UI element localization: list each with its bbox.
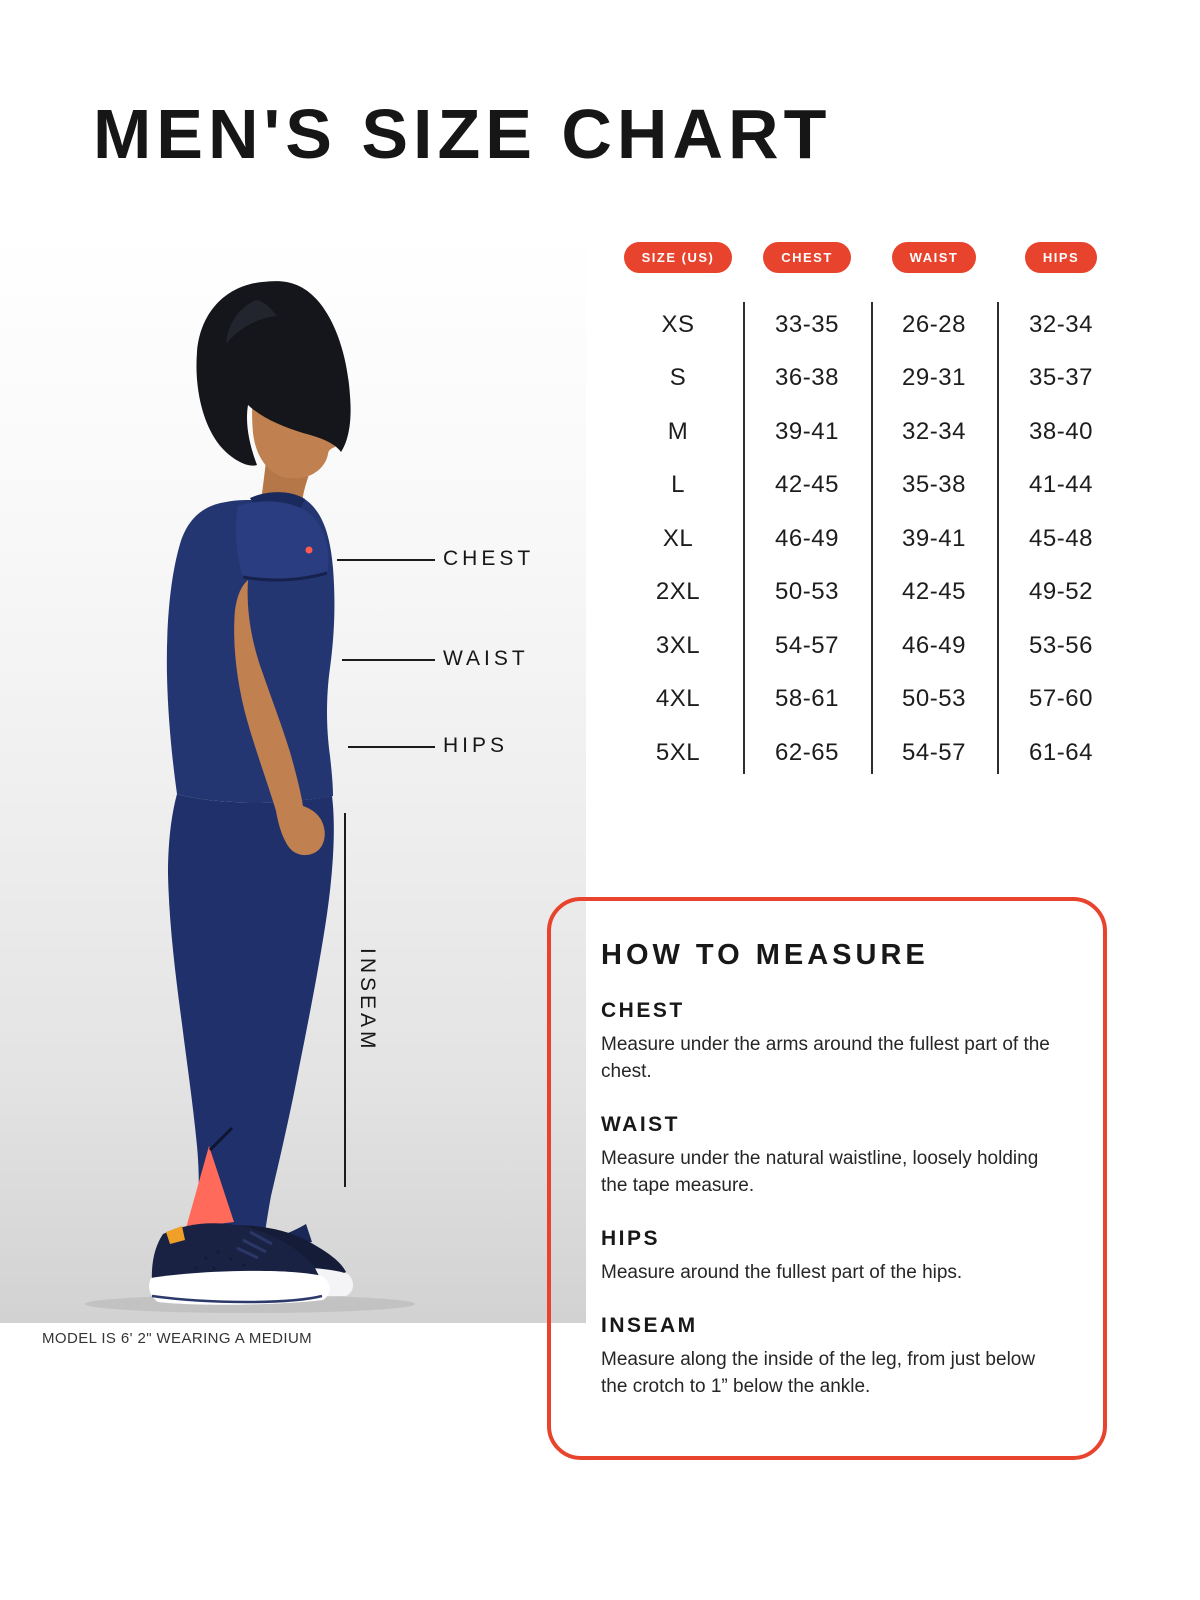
column-header-size: SIZE (US) <box>624 242 733 273</box>
inseam-pointer-line <box>344 813 346 1187</box>
waist-cell: 26-28 <box>902 310 966 338</box>
hips-cell: 61-64 <box>1029 738 1093 766</box>
model-photo <box>0 228 586 1323</box>
chest-cell: 39-41 <box>775 417 839 445</box>
size-cell: XL <box>662 524 694 552</box>
measure-section-text: Measure around the fullest part of the hips. <box>601 1261 963 1283</box>
size-table-header <box>613 242 1125 273</box>
hips-label: HIPS <box>443 734 509 757</box>
waist-pointer-line <box>342 659 435 661</box>
column-header-waist: WAIST <box>892 242 977 273</box>
chest-cell: 58-61 <box>775 685 839 713</box>
column-divider <box>871 302 873 774</box>
measure-section <box>601 1113 1067 1200</box>
chest-pointer-line <box>337 559 435 561</box>
waist-cell: 46-49 <box>902 631 966 659</box>
measure-section <box>601 999 1067 1086</box>
waist-cell: 42-45 <box>902 578 966 606</box>
hips-cell: 41-44 <box>1029 471 1093 499</box>
chest-label: CHEST <box>443 547 535 570</box>
size-cell: XS <box>661 310 695 338</box>
chest-cell: 42-45 <box>775 471 839 499</box>
measure-section <box>601 1314 1067 1401</box>
how-to-measure-box <box>547 897 1107 1460</box>
measure-section-text: Measure under the arms around the fullest part of the chest. <box>601 1034 1050 1082</box>
chest-cell: 62-65 <box>775 738 839 766</box>
size-cell: M <box>667 417 689 445</box>
size-cell: 2XL <box>655 578 701 606</box>
page-title: MEN'S SIZE CHART <box>93 95 832 173</box>
hips-cell: 35-37 <box>1029 364 1093 392</box>
size-chart-photo <box>0 228 586 1323</box>
column-header-hips: HIPS <box>1025 242 1097 273</box>
inseam-label: INSEAM <box>356 947 379 1053</box>
how-to-measure-title: HOW TO MEASURE <box>601 939 929 971</box>
chest-cell: 46-49 <box>775 524 839 552</box>
hips-cell: 49-52 <box>1029 578 1093 606</box>
waist-cell: 39-41 <box>902 524 966 552</box>
size-table-body <box>613 298 1125 780</box>
column-header-chest: CHEST <box>763 242 851 273</box>
chest-cell: 50-53 <box>775 578 839 606</box>
how-to-measure-sections <box>601 999 1067 1401</box>
hips-cell: 57-60 <box>1029 685 1093 713</box>
chest-cell: 33-35 <box>775 310 839 338</box>
measure-section-heading: WAIST <box>601 1112 680 1136</box>
measure-section-heading: INSEAM <box>601 1313 698 1337</box>
model-caption: MODEL IS 6' 2" WEARING A MEDIUM <box>42 1330 313 1347</box>
chest-cell: 36-38 <box>775 364 839 392</box>
measure-section-heading: CHEST <box>601 999 685 1022</box>
size-cell: L <box>671 471 685 499</box>
measure-section-text: Measure under the natural waistline, loosely holding the tape measure. <box>601 1147 1039 1196</box>
measure-section-text: Measure along the inside of the leg, from just below the crotch to 1” below the ankle. <box>601 1348 1036 1397</box>
size-cell: 5XL <box>655 738 701 766</box>
column-divider <box>743 302 745 774</box>
model-scrub-pants <box>168 794 334 1244</box>
size-cell: S <box>669 364 687 392</box>
hips-cell: 45-48 <box>1029 524 1093 552</box>
size-cell: 3XL <box>655 631 701 659</box>
waist-cell: 29-31 <box>902 364 966 392</box>
waist-cell: 54-57 <box>902 738 966 766</box>
waist-cell: 35-38 <box>902 471 966 499</box>
hips-cell: 53-56 <box>1029 631 1093 659</box>
waist-label: WAIST <box>443 647 529 670</box>
waist-cell: 50-53 <box>902 685 966 713</box>
column-divider <box>997 302 999 774</box>
hips-cell: 32-34 <box>1029 310 1093 338</box>
waist-cell: 32-34 <box>902 417 966 445</box>
measure-section <box>601 1227 1067 1287</box>
hips-cell: 38-40 <box>1029 417 1093 445</box>
measure-section-heading: HIPS <box>601 1226 661 1250</box>
chest-cell: 54-57 <box>775 631 839 659</box>
size-cell: 4XL <box>655 685 701 713</box>
size-table <box>613 242 1125 780</box>
hips-pointer-line <box>348 746 435 748</box>
chest-logo <box>306 547 313 554</box>
